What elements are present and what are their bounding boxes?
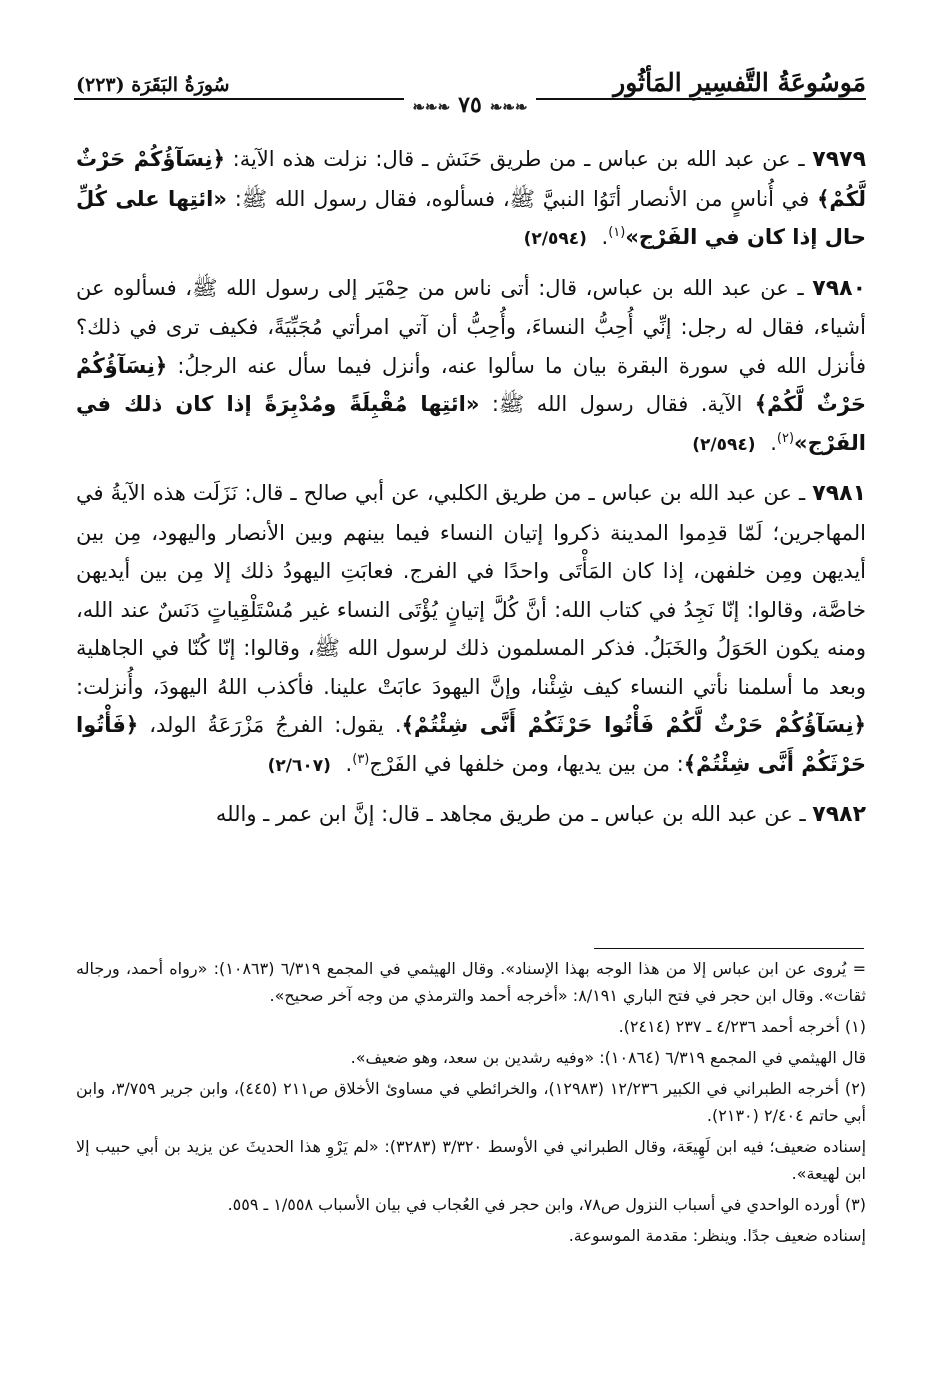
- hadith-paragraph: [76, 140, 866, 259]
- header-rule-right: [536, 98, 866, 100]
- page-number: ٧٥: [458, 92, 482, 118]
- footnote-marker: (١): [608, 225, 626, 240]
- hadith-body: في أُناسٍ من الأنصار أتَوُا النبيَّ ﷺ، فسألوه، فقال رسول الله ﷺ:: [226, 186, 818, 211]
- prophetic-quote: «ائتِها على كُلِّ حال إذا كان في الفَرْج»: [76, 186, 866, 249]
- hadith-tail: .: [594, 225, 609, 249]
- footnote-divider: [594, 948, 864, 949]
- footnote: (١) أخرجه أحمد ٤/٢٣٦ ـ ٢٣٧ (٢٤١٤).: [618, 1017, 866, 1036]
- footnote-marker: (٢): [776, 430, 795, 446]
- main-text: [76, 140, 866, 845]
- hadith-number: ٧٩٧٩: [812, 147, 866, 172]
- hadith-paragraph: [76, 474, 866, 785]
- hadith-paragraph: [76, 795, 866, 835]
- hadith-number: ٧٩٨٠: [812, 275, 866, 301]
- volume-reference: (٢/٥٩٤): [523, 229, 587, 249]
- ornament-icon: ❧❧❧: [412, 98, 451, 116]
- hadith-number: ٧٩٨٢: [812, 802, 866, 827]
- book-title: مَوسُوعَةُ التَّفسِيرِ المَأثُور: [613, 68, 866, 97]
- footnote: = يُروى عن ابن عباس إلا من هذا الوجه بهذا الإسناد». وقال الهيثمي في المجمع ٦/٣١٩ (١٠٨٦٣): «رواه أحمد، ورجاله ثقات». وقال ابن حجر في فتح الباري ٨/١٩١: «أخرجه أحمد والترمذي من وجه آخر صحيح».: [76, 959, 867, 1005]
- hadith-intro: ـ عن عبد الله بن عباس ـ من طريق الكلبي، عن أبي صالح ـ قال: نَزَلَت هذه الآيةُ في المهاجرين؛ لَمّا قدِموا المدينة ذكروا إتيان النساء فيما بينهم وبين الأنصار واليهود، مِن بين أيديهن ومِن خلفهن، إذا كان المَأْتَى واحدًا في الفرج. فعابَتِ اليهودُ ذلك إلا مِن بين أيديهن خاصَّة، وقالوا: إنّا نَجِدُ في كتاب الله: أنَّ كُلَّ إتيانٍ يُؤْتَى النساء غير مُسْتَلْقِياتٍ دَنَسٌ عند الله، ومنه يكون الحَوَلُ والخَبَلُ. فذكر المسلمون ذلك لرسول الله ﷺ، وقالوا: إنّا كُنّا في الجاهلية وبعد ما أسلمنا نأتي النساء كيف شِئْنا، وإنَّ اليهودَ عابَتْ علينا. فأكذب اللهُ اليهودَ، وأُنزلت:: [76, 481, 866, 699]
- footnote: إسناده ضعيف؛ فيه ابن لَهِيعَة، وقال الطبراني في الأوسط ٣/٣٢٠ (٣٢٨٣): «لم يَرْوِ هذا الحديثَ عن يزيد بن أبي حبيب إلا ابن لهيعة».: [76, 1137, 867, 1183]
- footnote: (٣) أورده الواحدي في أسباب النزول ص٧٨، وابن حجر في العُجاب في بيان الأسباب ١/٥٥٨ ـ ٥٥٩.: [227, 1195, 866, 1214]
- hadith-intro: ـ عن عبد الله بن عباس ـ من طريق حَنَش ـ قال: نزلت هذه الآية:: [224, 147, 813, 171]
- hadith-number: ٧٩٨١: [812, 481, 866, 506]
- footnote: (٢) أخرجه الطبراني في الكبير ١٢/٢٣٦ (١٢٩٨٣)، والخرائطي في مساوئ الأخلاق ص٢١١ (٤٤٥)، وابن جرير ٣/٧٥٩، وابن أبي حاتم ٢/٤٠٤ (٢١٣٠).: [76, 1079, 867, 1125]
- prophetic-quote: «ائتِها مُقْبِلَةً ومُدْبِرَةً إذا كان ذلك في الفَرْج»: [76, 392, 866, 455]
- hadith-body: . يقول: الفرجُ مَزْرَعَةُ الولد،: [138, 713, 402, 737]
- hadith-intro: ـ عن عبد الله بن عباس ـ من طريق مجاهد ـ قال: إنَّ ابن عمر ـ والله: [215, 802, 813, 826]
- page-number-block: [404, 92, 535, 118]
- hadith-intro: ـ عن عبد الله بن عباس، قال: أتى ناس من حِمْيَر إلى رسول الله ﷺ، فسألوه عن أشياء، فقال له رجل: إنِّي أُحِبُّ النساءَ، وأُحِبُّ أن آتي امرأتي مُجَبِّيَةً، فكيف ترى في ذلك؟ فأنزل الله في سورة البقرة بيان ما سألوا عنه، وأنزل فيما سأل عنه الرجلُ:: [76, 275, 866, 378]
- hadith-body: الآية. فقال رسول الله ﷺ:: [479, 392, 755, 416]
- footnote-marker: (٣): [352, 751, 370, 767]
- volume-reference: (٢/٥٩٤): [692, 434, 756, 455]
- hadith-tail: .: [338, 751, 353, 776]
- footnote: قال الهيثمي في المجمع ٦/٣١٩ (١٠٨٦٤): «وفيه رشدين بن سعد، وهو ضعيف».: [350, 1048, 866, 1067]
- footnote: إسناده ضعيف جدًا. وينظر: مقدمة الموسوعة.: [568, 1226, 866, 1245]
- verse: ﴿فَأْتُوا حَرْثَكُمْ أَنَّى شِئْتُمْ﴾: [76, 713, 866, 776]
- footnotes: [76, 955, 866, 1253]
- ornament-icon: ❧❧❧: [489, 98, 528, 116]
- verse: ﴿نِسَآؤُكُمْ حَرْثٌ لَّكُمْ﴾: [76, 353, 866, 416]
- hadith-body-continued: : من بين يديها، ومن خلفها في الفَرْج: [369, 751, 684, 776]
- hadith-tail: .: [763, 430, 777, 455]
- verse: ﴿نِسَآؤُكُمْ حَرْثٌ لَّكُمْ﴾: [76, 147, 866, 211]
- surah-name: سُورَةُ البَقَرَة (٢٢٣): [76, 74, 230, 96]
- running-header: [74, 68, 866, 118]
- volume-reference: (٢/٦٠٧): [267, 755, 331, 776]
- verse: ﴿نِسَآؤُكُمْ حَرْثٌ لَّكُمْ فَأْتُوا حَرْثَكُمْ أَنَّى شِئْتُمْ﴾: [401, 713, 866, 737]
- hadith-paragraph: [76, 269, 866, 465]
- header-rule-left: [74, 98, 404, 100]
